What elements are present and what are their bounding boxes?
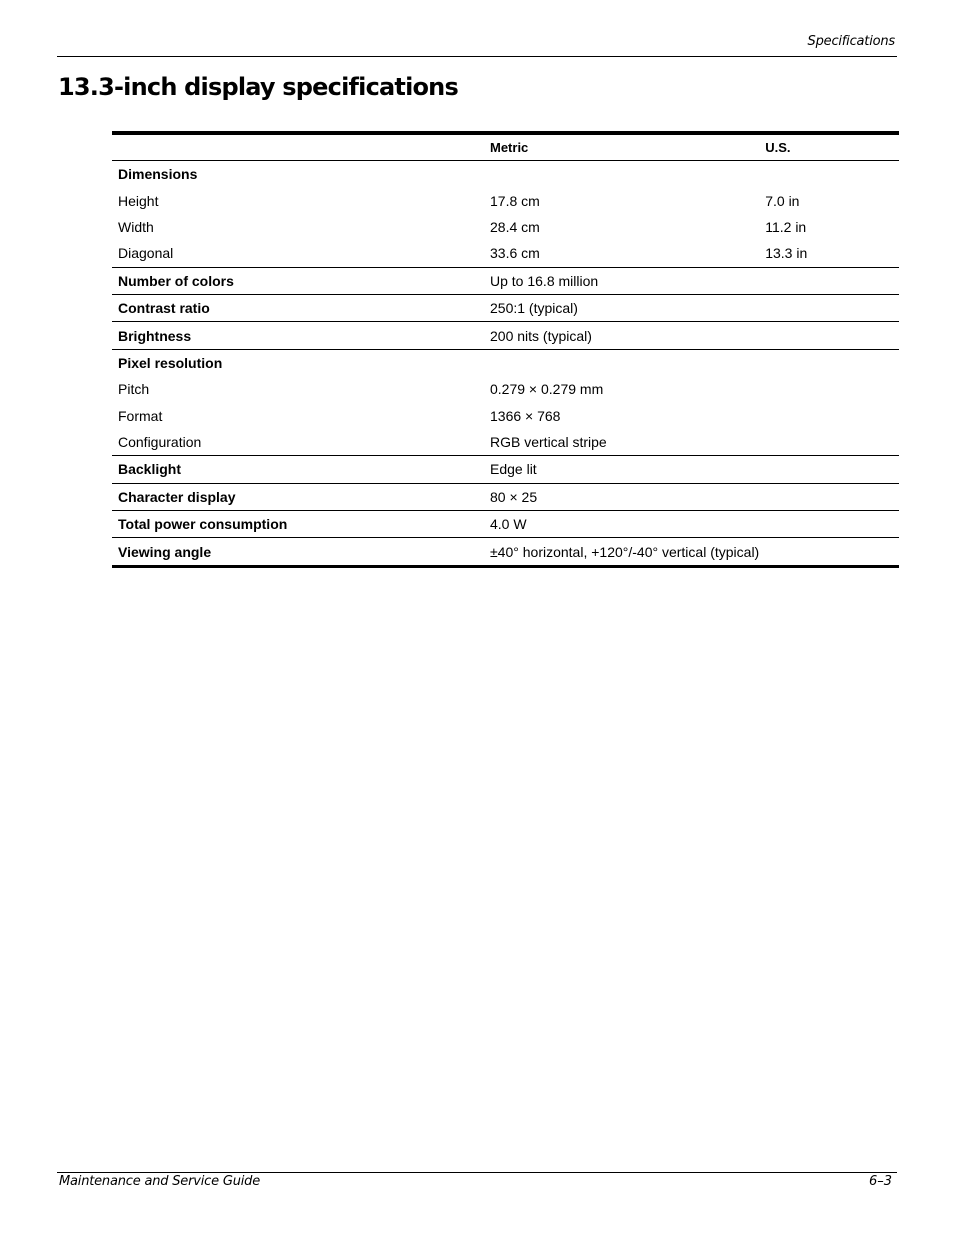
table-row bbox=[112, 511, 899, 538]
spec-us-value bbox=[759, 376, 899, 402]
table-row bbox=[112, 456, 899, 483]
spec-us-value bbox=[759, 403, 899, 429]
spec-label: Width bbox=[118, 218, 154, 235]
spec-metric-value: 33.6 cm bbox=[484, 240, 759, 267]
spec-us-value bbox=[759, 349, 899, 376]
table-row bbox=[112, 187, 899, 213]
table-header-row bbox=[112, 133, 899, 161]
spec-us-value bbox=[759, 429, 899, 456]
spec-label: Number of colors bbox=[112, 267, 484, 294]
display-spec-table bbox=[112, 131, 899, 568]
spec-label: Backlight bbox=[112, 456, 484, 483]
spec-label: Configuration bbox=[112, 429, 484, 456]
page-title: 13.3-inch display specifications bbox=[58, 73, 458, 101]
spec-metric-value: 17.8 cm bbox=[490, 192, 540, 209]
spec-us-value: 13.3 in bbox=[759, 240, 899, 267]
table-row bbox=[112, 376, 899, 402]
table-row bbox=[112, 483, 899, 510]
spec-metric-value: Up to 16.8 million bbox=[484, 267, 759, 294]
spec-us-value: 7.0 in bbox=[765, 192, 800, 209]
header-rule bbox=[57, 56, 897, 57]
footer-guide-title: Maintenance and Service Guide bbox=[59, 1174, 260, 1189]
column-header-metric: Metric bbox=[484, 133, 759, 161]
column-header-us: U.S. bbox=[759, 133, 899, 161]
spec-metric-value: Edge lit bbox=[484, 456, 759, 483]
spec-us-value bbox=[759, 267, 899, 294]
table-row bbox=[112, 349, 899, 376]
spec-us-value: 11.2 in bbox=[765, 218, 807, 235]
spec-label: Dimensions bbox=[118, 166, 198, 183]
spec-label: Format bbox=[118, 407, 163, 424]
spec-us-value bbox=[759, 483, 899, 510]
spec-label: Height bbox=[118, 192, 159, 209]
table-row bbox=[112, 322, 899, 349]
spec-us-value bbox=[759, 538, 899, 566]
table-row bbox=[112, 538, 899, 566]
spec-label: Pixel resolution bbox=[118, 354, 223, 371]
spec-metric-value: ±40° horizontal, +120°/-40° vertical (typical) bbox=[490, 543, 760, 560]
table-row bbox=[112, 429, 899, 456]
spec-us-value bbox=[759, 322, 899, 349]
column-header-item bbox=[112, 133, 484, 161]
spec-metric-value: 250:1 (typical) bbox=[484, 294, 759, 321]
running-header: Specifications bbox=[807, 34, 895, 49]
spec-metric-value bbox=[484, 349, 759, 376]
spec-metric-value: 0.279 × 0.279 mm bbox=[490, 381, 604, 398]
spec-us-value bbox=[759, 294, 899, 321]
spec-metric-value: 80 × 25 bbox=[484, 483, 759, 510]
spec-label: Contrast ratio bbox=[112, 294, 484, 321]
spec-metric-value: 28.4 cm bbox=[490, 218, 540, 235]
spec-metric-value: 200 nits (typical) bbox=[484, 322, 759, 349]
spec-label: Total power consumption bbox=[112, 511, 484, 538]
spec-metric-value: 4.0 W bbox=[484, 511, 759, 538]
spec-label: Diagonal bbox=[112, 240, 484, 267]
spec-metric-value bbox=[484, 161, 759, 188]
spec-us-value bbox=[759, 511, 899, 538]
spec-metric-value: 1366 × 768 bbox=[490, 407, 561, 424]
table-row bbox=[112, 214, 899, 240]
spec-label: Viewing angle bbox=[118, 543, 212, 560]
table-row bbox=[112, 161, 899, 188]
table-row bbox=[112, 294, 899, 321]
footer-rule bbox=[57, 1172, 897, 1173]
table-row bbox=[112, 403, 899, 429]
spec-label: Brightness bbox=[112, 322, 484, 349]
spec-metric-value: RGB vertical stripe bbox=[484, 429, 759, 456]
page-number: 6–3 bbox=[868, 1174, 892, 1189]
spec-us-value bbox=[759, 456, 899, 483]
table-row bbox=[112, 267, 899, 294]
spec-label: Character display bbox=[112, 483, 484, 510]
spec-us-value bbox=[759, 161, 899, 188]
table-row bbox=[112, 240, 899, 267]
spec-label: Pitch bbox=[118, 381, 150, 398]
